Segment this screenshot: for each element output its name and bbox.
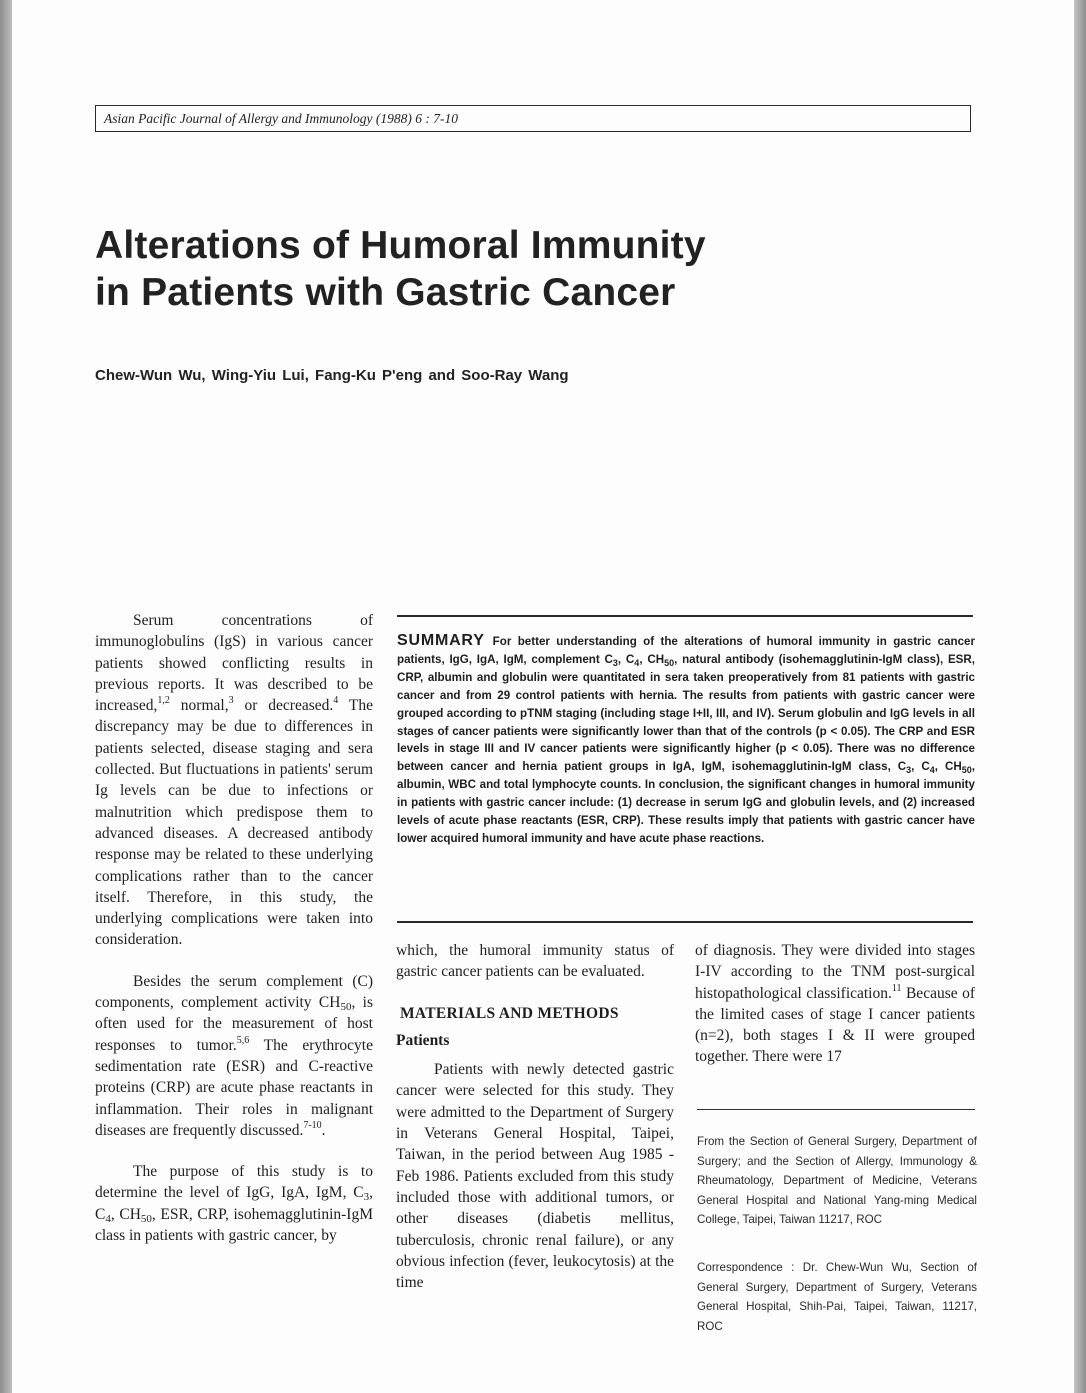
title-line-1: Alterations of Humoral Immunity	[95, 224, 706, 267]
footnote-rule	[697, 1109, 975, 1110]
scan-edge-left	[0, 0, 12, 1393]
subheading-patients: Patients	[396, 1031, 450, 1049]
title-line-2: in Patients with Gastric Cancer	[95, 271, 676, 314]
intro-paragraph-2: Besides the serum complement (C) components, complement activity $CH_{50}$, is often used for the measurement of host responses to tumor.$^{5,6}$ The erythrocyte sedimentation rate (ESR) and C-reactive proteins (CRP) are acute phase reactants in inflammation. Their roles in malignant diseases are frequently discussed.$^{7-10}$.	[95, 972, 373, 1139]
footnote-affiliation: From the Section of General Surgery, Department of Surgery; and the Section of Allergy, Immunology & Rheumatology, Department of Medicine, Veterans General Hospital and National Yang-ming Medical College, Taipei, Taiwan 11217, ROC	[697, 1135, 977, 1226]
column-right	[695, 940, 975, 1068]
article-title	[95, 222, 895, 316]
column-left	[95, 610, 373, 1246]
summary-rule-top	[397, 615, 973, 617]
summary-label: SUMMARY	[397, 632, 485, 649]
summary-abstract: SUMMARY For better understanding of the alterations of humoral immunity in gastric cancer patients, IgG, IgA, IgM, complement $C_3$, $C_4$, $CH_{50}$, natural antibody (isohemagglutinin-IgM class), ESR, CRP, albumin and globulin were quantitated in sera taken preoperatively from 81 patients with gastric cancer and from 29 control patients with hernia. The results from patients with gastric cancer were grouped according to pTNM staging (including stage I+II, III, and IV). Serum globulin and IgG levels in all stages of cancer patients were significantly lower than that of the controls (p < 0.05). The CRP and ESR levels in stage III and IV cancer patients were significantly higher (p < 0.05). There was no difference between cancer and hernia patient groups in IgA, IgM, isohemagglutinin-IgM class, $C_3$, $C_4$, $CH_{50}$, albumin, WBC and total lymphocyte counts. In conclusion, the significant changes in humoral immunity in patients with gastric cancer include: (1) decrease in serum IgG and globulin levels, and (2) increased levels of acute phase reactants (ESR, CRP). These results imply that patients with gastric cancer have lower acquired humoral immunity and have acute phase reactions.	[397, 632, 976, 845]
column-middle	[396, 940, 674, 1293]
scan-edge-right	[1074, 0, 1086, 1393]
journal-citation: Asian Pacific Journal of Allergy and Immunology (1988) 6 : 7-10	[104, 111, 458, 126]
patients-continuation: of diagnosis. They were divided into stages I-IV according to the TNM post-surgical histopathological classification.$^{11}$ Because of the limited cases of stage I cancer patients (n=2), both stages I & II were grouped together. There were 17	[695, 942, 975, 1066]
section-heading-materials-methods: MATERIALS AND METHODS	[400, 1004, 619, 1022]
authors: Chew-Wun Wu, Wing-Yiu Lui, Fang-Ku P'eng and Soo-Ray Wang	[95, 367, 569, 384]
journal-header-box	[95, 105, 971, 132]
footnote-correspondence: Correspondence : Dr. Chew-Wun Wu, Section of General Surgery, Department of Surgery, Veterans General Hospital, Shih-Pai, Taipei, Taiwan, 11217, ROC	[697, 1261, 977, 1333]
summary-rule-bottom	[397, 921, 973, 923]
intro-paragraph-3: The purpose of this study is to determine the level of IgG, IgA, IgM, $C_3$, $C_4$, $CH_{50}$, ESR, CRP, isohemagglutinin-IgM class in patients with gastric cancer, by	[95, 1163, 373, 1245]
intro-continuation: which, the humoral immunity status of gastric cancer patients can be evaluated.	[396, 942, 674, 981]
intro-paragraph-1: Serum concentrations of immunoglobulins (IgS) in various cancer patients showed conflicting results in previous reports. It was described to be increased,$^{1,2}$ normal,$^3$ or decreased.$^4$ The discrepancy may be due to differences in patients selected, disease staging and sera collected. But fluctuations in patients' serum Ig levels can be due to infections or malnutrition which predispose them to advanced diseases. A decreased antibody response may be related to these underlying complications rather than to the cancer itself. Therefore, in this study, the underlying complications were taken into consideration.	[95, 612, 373, 949]
patients-paragraph: Patients with newly detected gastric cancer were selected for this study. They were admitted to the Department of Surgery in Veterans General Hospital, Taipei, Taiwan, in the period between Aug 1985 - Feb 1986. Patients excluded from this study included those with additional tumors, or other diseases (diabetis mellitus, tuberculosis, chronic renal failure), or any obvious infection (fever, leukocytosis) at the time	[396, 1061, 674, 1292]
